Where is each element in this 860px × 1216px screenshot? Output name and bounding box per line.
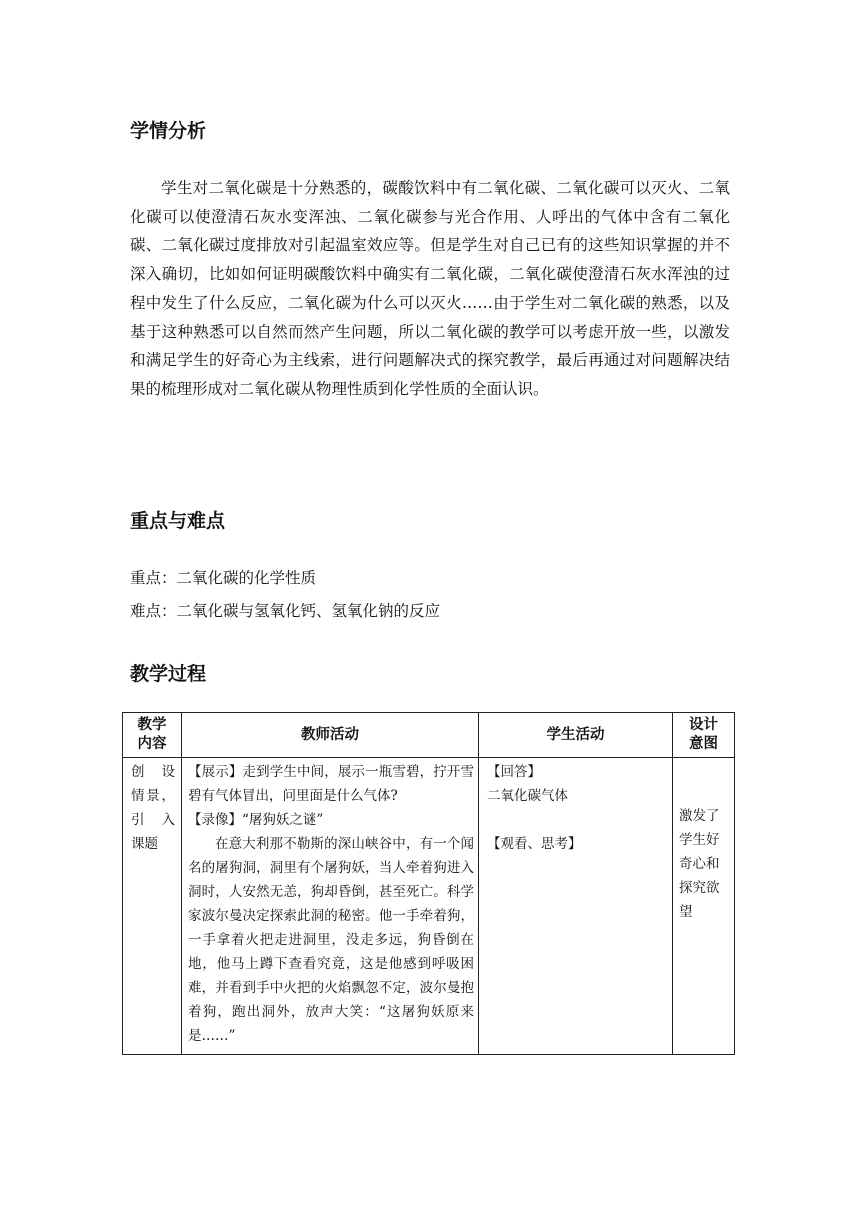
header-teacher: 教师活动 xyxy=(182,713,479,758)
analysis-heading: 学情分析 xyxy=(130,120,207,142)
table-header-row xyxy=(123,713,735,758)
teacher-story: 在意大利那不勒斯的深山峡谷中，有一个闻名的屠狗洞，洞里有个屠狗妖，当人牵着狗进入洞时，人安然无恙，狗却昏倒，甚至死亡。科学家波尔曼决定探索此洞的秘密。他一手牵着狗，一手拿着火把走进洞里，没走多远，狗昏倒在地，他马上蹲下查看究竟，这是他感到呼吸困难，并看到手中火把的火焰飘忽不定，波尔曼抱着狗，跑出洞外，放声大笑：“这屠狗妖原来是……” xyxy=(188,836,474,1044)
keypoint-line: 重点：二氧化碳的化学性质 xyxy=(130,569,317,587)
analysis-paragraph xyxy=(130,174,730,404)
process-heading: 教学过程 xyxy=(130,663,207,685)
header-student: 学生活动 xyxy=(479,713,673,758)
teacher-video: 【录像】“屠狗妖之谜” xyxy=(188,812,324,828)
cell-intent: 激发了 学生好 奇心和 探究欲 望 xyxy=(673,758,735,1055)
header-content: 教学 内容 xyxy=(123,713,182,758)
difficulty-line: 难点：二氧化碳与氢氧化钙、氢氧化钠的反应 xyxy=(130,602,441,620)
keypoints-heading: 重点与难点 xyxy=(130,510,226,532)
table-row xyxy=(123,758,735,1055)
header-intent: 设计 意图 xyxy=(673,713,735,758)
cell-student xyxy=(479,758,673,1055)
student-answer: 二氧化碳气体 xyxy=(487,788,568,804)
analysis-text: 学生对二氧化碳是十分熟悉的，碳酸饮料中有二氧化碳、二氧化碳可以灭火、二氧化碳可以使澄清石灰水变浑浊、二氧化碳参与光合作用、人呼出的气体中含有二氧化碳、二氧化碳过度排放对引起温室效应等。但是学生对自己已有的这些知识掌握的并不深入确切，比如如何证明碳酸饮料中确实有二氧化碳，二氧化碳使澄清石灰水浑浊的过程中发生了什么反应，二氧化碳为什么可以灭火……由于学生对二氧化碳的熟悉，以及基于这种熟悉可以自然而然产生问题，所以二氧化碳的教学可以考虑开放一些，以激发和满足学生的好奇心为主线索，进行问题解决式的探究教学，最后再通过对问题解决结果的梳理形成对二氧化碳从物理性质到化学性质的全面认识。 xyxy=(130,179,730,398)
cell-teacher xyxy=(182,758,479,1055)
teaching-process-table xyxy=(122,712,735,1055)
student-watch: 【观看、思考】 xyxy=(487,836,582,852)
cell-content: 创设 情景， 引入 课题 xyxy=(123,758,182,1055)
student-answer-label: 【回答】 xyxy=(487,764,541,780)
teacher-display: 【展示】走到学生中间，展示一瓶雪碧，拧开雪碧有气体冒出，问里面是什么气体? xyxy=(188,764,474,804)
